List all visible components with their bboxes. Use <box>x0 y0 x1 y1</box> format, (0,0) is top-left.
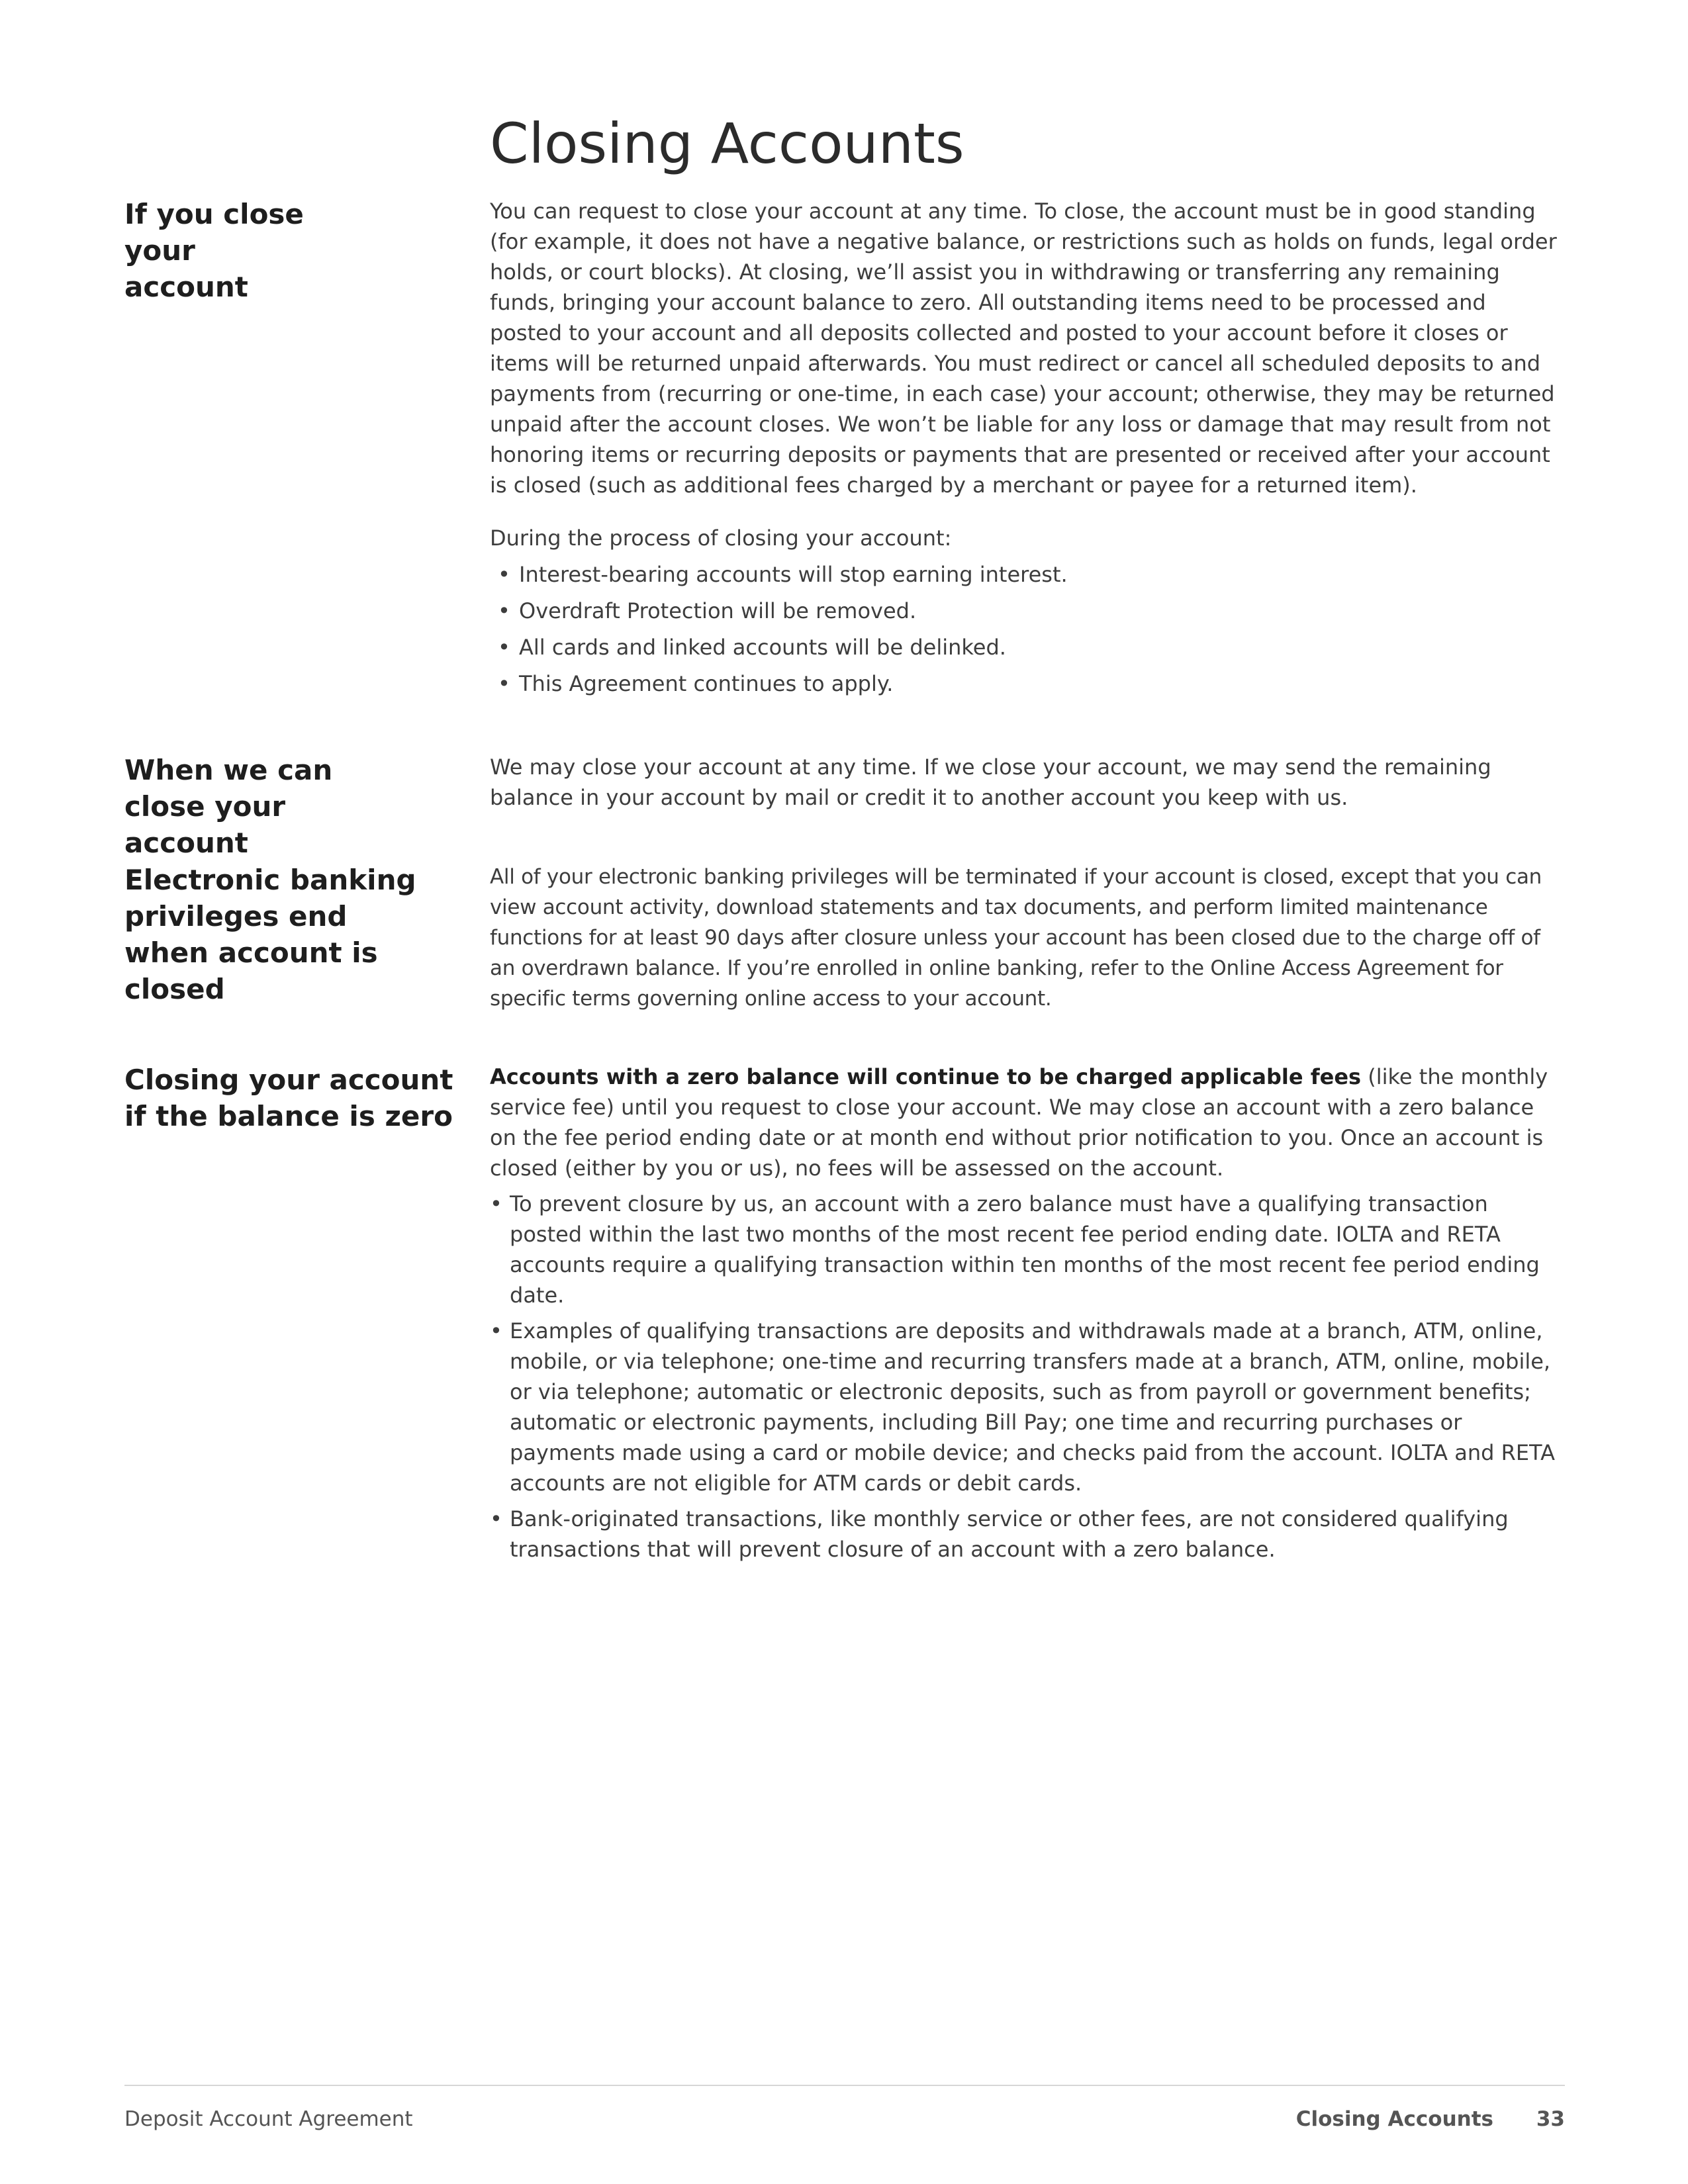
paragraph: We may close your account at any time. If we close your account, we may send the remaining balance in your account by mail or credit it to another account you keep with us. <box>490 754 1491 810</box>
paragraph <box>490 1062 1562 1183</box>
page-number: 33 <box>1536 2107 1565 2131</box>
list-item: • To prevent closure by us, an account with a zero balance must have a qualifying transaction posted within the last two months of the most recent fee period ending date. IOLTA and RETA accounts require a qualifying transaction within ten months of the most recent fee period ending date. <box>490 1189 1562 1310</box>
section-body <box>490 196 1562 699</box>
list-item: • Overdraft Protection will be removed. <box>490 596 1562 626</box>
bullet-list <box>490 559 1562 699</box>
list-item: • Examples of qualifying transactions are deposits and withdrawals made at a branch, ATM, online, mobile, or via telephone; one-time and recurring transfers made at a branch, ATM, online, mobile, or via telephone; automatic or electronic deposits, such as from payroll or government benefits; automatic or electronic payments, including Bill Pay; one time and recurring purchases or payments made using a card or mobile device; and checks paid from the account. IOLTA and RETA accounts are not eligible for ATM cards or debit cards. <box>490 1316 1562 1498</box>
page-title: Closing Accounts <box>490 111 964 176</box>
list-item: • All cards and linked accounts will be delinked. <box>490 632 1562 662</box>
list-item: • Interest-bearing accounts will stop earning interest. <box>490 559 1562 590</box>
section-heading: Closing your account if the balance is zero <box>124 1064 453 1132</box>
paragraph: All of your electronic banking privileges will be terminated if your account is closed, except that you can view account activity, download statements and tax documents, and perform limited maintenance functions for at least 90 days after closure unless your account has been closed due to the charge off of an overdrawn balance. If you’re enrolled in online banking, refer to the Online Access Agreement for specific terms governing online access to your account. <box>490 865 1542 1011</box>
lead-rest-text: (like the monthly service fee) until you request to close your account. We may close an account with a zero balance on the fee period ending date or at month end without prior notification to you. Once an account is closed (either by you or us), no fees will be assessed on the account. <box>490 1064 1548 1181</box>
bullet-list <box>490 1189 1562 1565</box>
footer-divider <box>124 2085 1565 2086</box>
footer-section-name: Closing Accounts <box>1295 2107 1493 2131</box>
section-heading: Electronic banking privileges end when account is closed <box>124 864 416 1005</box>
list-item: • This Agreement continues to apply. <box>490 668 1562 699</box>
process-intro: During the process of closing your account: <box>490 525 952 551</box>
section-body <box>490 752 1562 813</box>
list-item: • Bank-originated transactions, like monthly service or other fees, are not considered qualifying transactions that will prevent closure of an account with a zero balance. <box>490 1504 1562 1565</box>
bold-lead-text: Accounts with a zero balance will continue to be charged applicable fees <box>490 1064 1362 1089</box>
section-heading: When we can close your account <box>124 754 333 859</box>
section-body <box>490 862 1562 1014</box>
section-heading: If you close your account <box>124 198 304 303</box>
paragraph: You can request to close your account at any time. To close, the account must be in good standing (for example, it does not have a negative balance, or restrictions such as holds on funds, legal order holds, or court blocks). At closing, we’ll assist you in withdrawing or transferring any remaining funds, bringing your account balance to zero. All outstanding items need to be processed and posted to your account and all deposits collected and posted to your account before it closes or items will be returned unpaid afterwards. You must redirect or cancel all scheduled deposits to and payments from (recurring or one-time, in each case) your account; otherwise, they may be returned unpaid after the account closes. We won’t be liable for any loss or damage that may result from not honoring items or recurring deposits or payments that are presented or received after your account is closed (such as additional fees charged by a merchant or payee for a returned item). <box>490 199 1557 498</box>
section-body <box>490 1062 1562 1565</box>
footer-document-name: Deposit Account Agreement <box>124 2107 413 2131</box>
